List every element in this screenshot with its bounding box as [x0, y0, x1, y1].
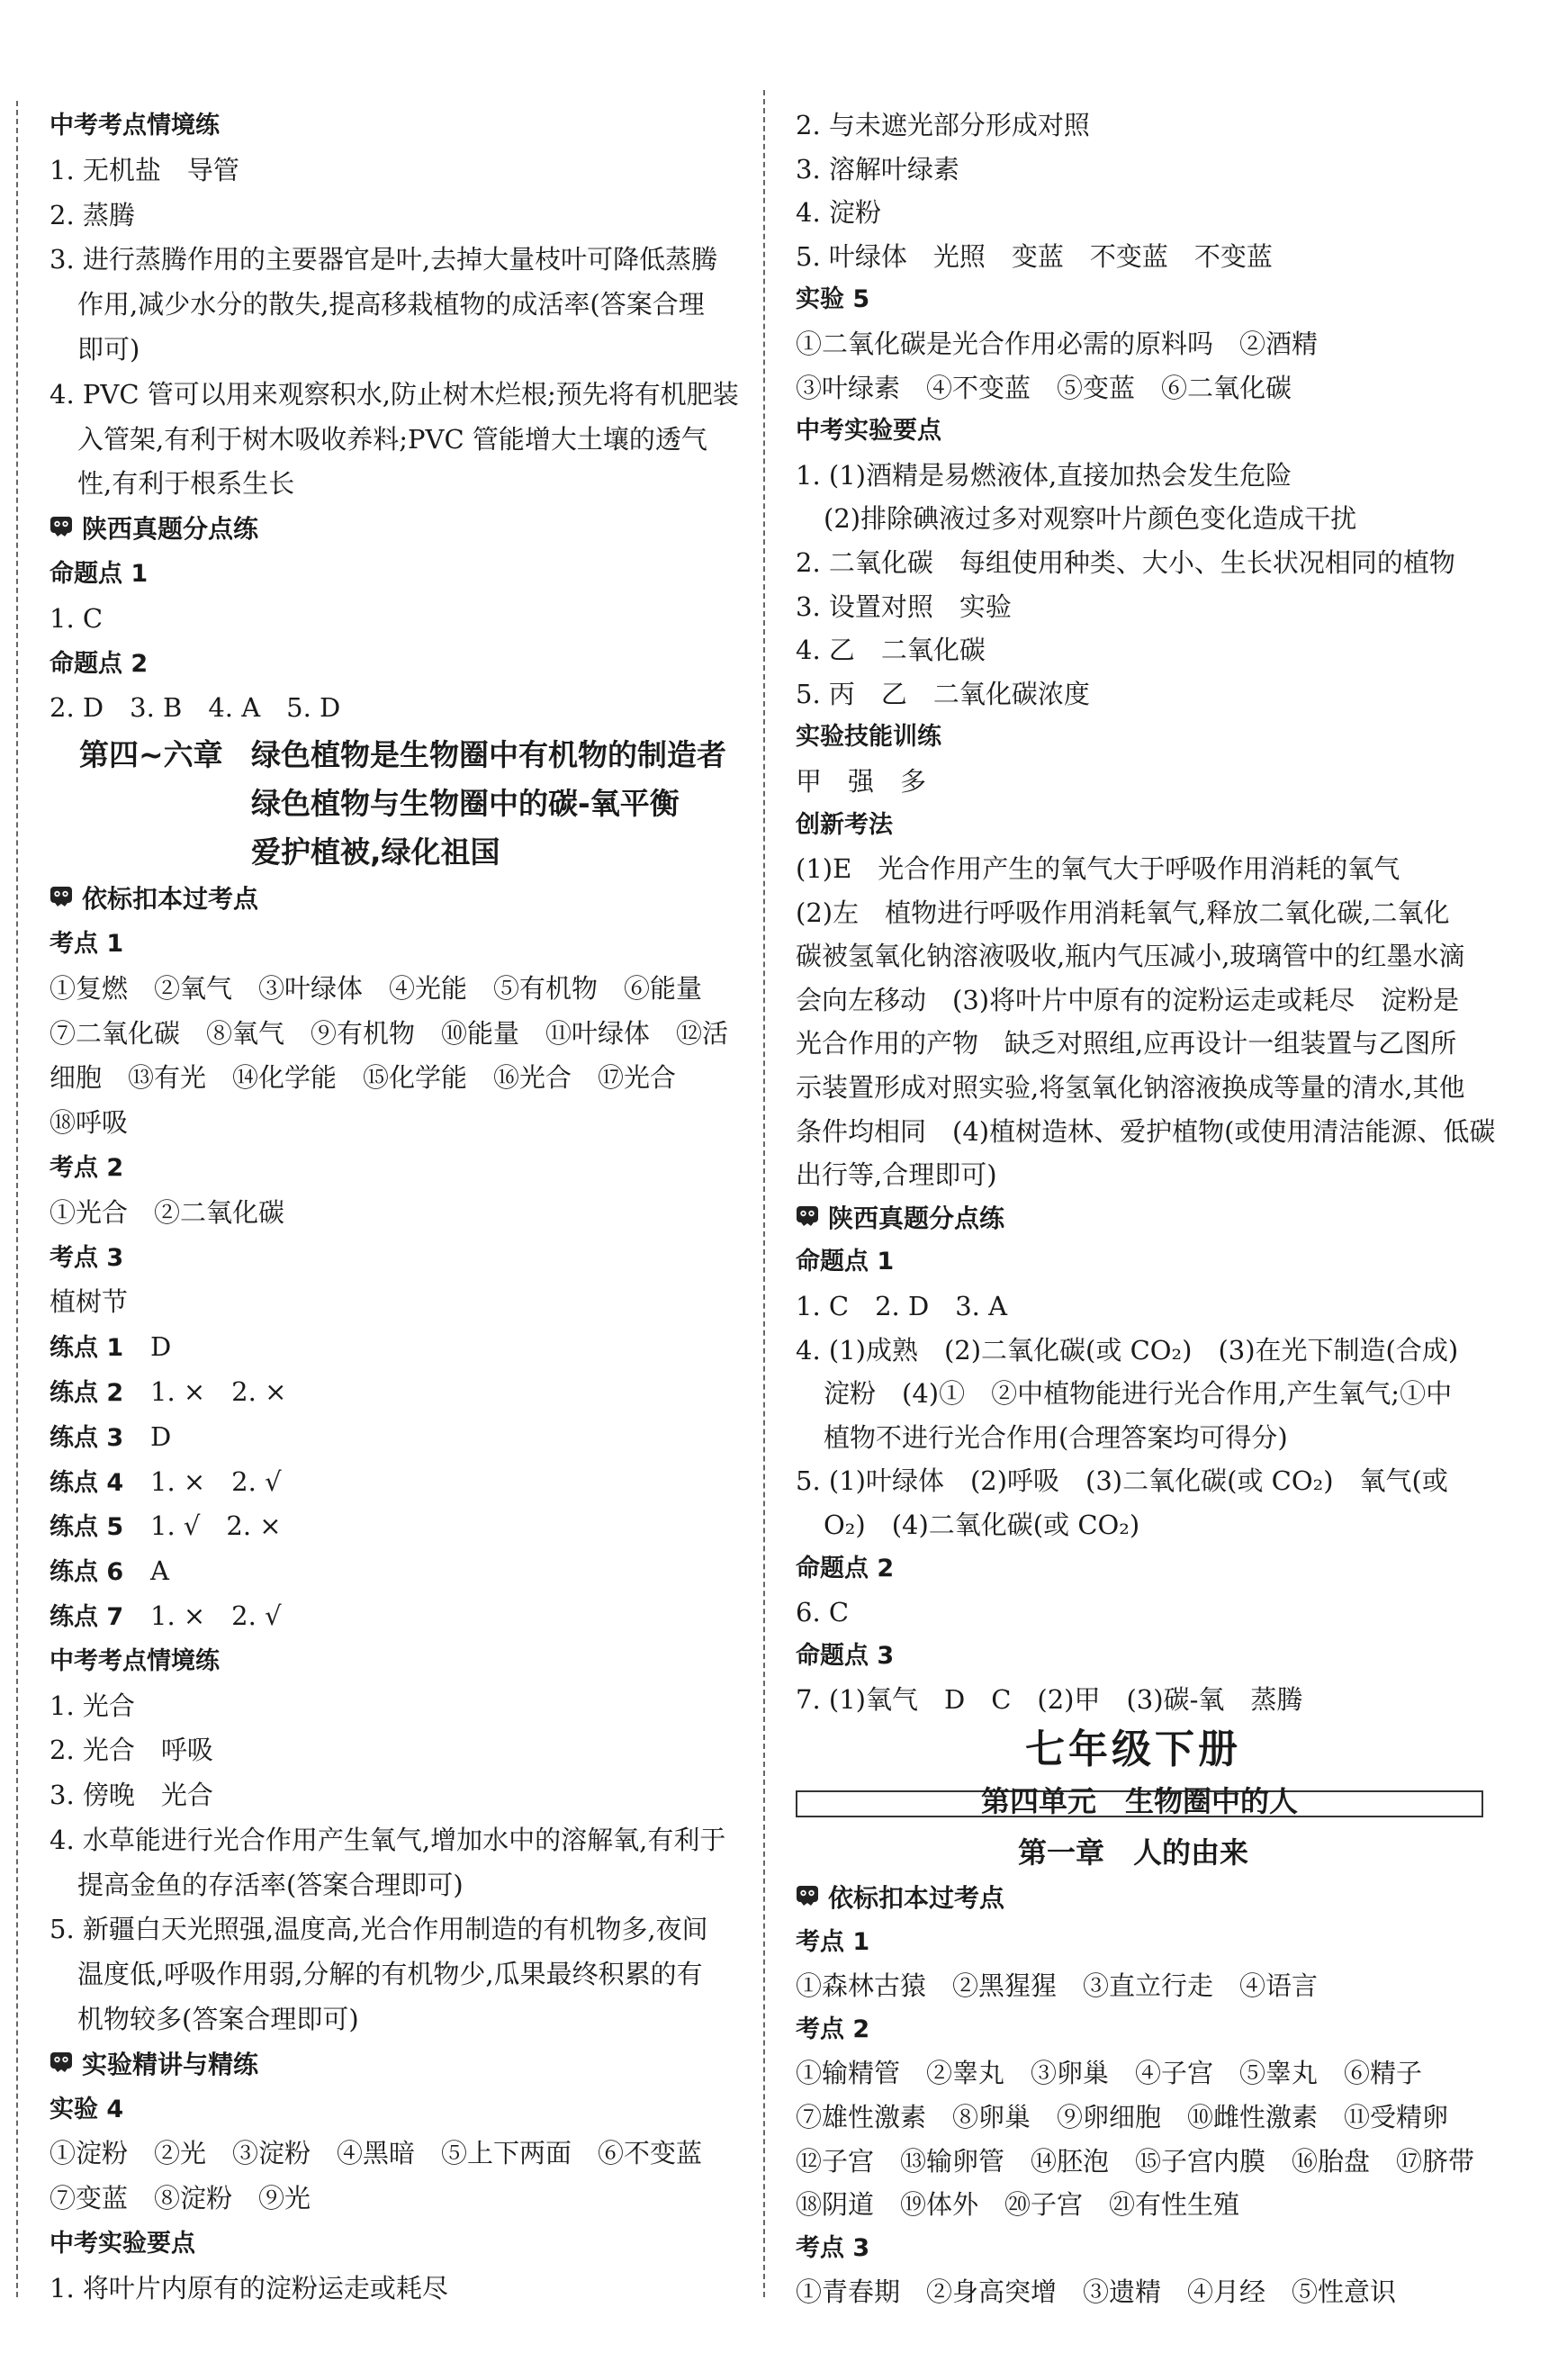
answer-line: 4. PVC 管可以用来观察积水,防止树木烂根;预先将有机肥装 — [50, 378, 739, 410]
answer-line: 5. 叶绿体 光照 变蓝 不变蓝 不变蓝 — [796, 240, 1273, 272]
practice-point-label: 练点 2 — [50, 1378, 124, 1407]
answer-line-continued: 性,有利于根系生长 — [77, 468, 295, 500]
practice-point-label: 练点 4 — [50, 1468, 124, 1497]
section-subheading: 中考实验要点 — [50, 2230, 195, 2258]
answer-line: ⑱呼吸 — [50, 1107, 129, 1139]
section-heading — [50, 2042, 761, 2087]
section-heading — [796, 1197, 1489, 1241]
section-heading — [796, 1877, 1489, 1921]
practice-point-label: 练点 1 — [50, 1334, 124, 1363]
practice-point-answer: A — [150, 1555, 169, 1587]
answer-line: 2. D 3. B 4. A 5. D — [50, 692, 341, 724]
answer-line: ①光合 ②二氧化碳 — [50, 1196, 285, 1228]
answer-line-continued: O₂) (4)二氧化碳(或 CO₂) — [824, 1510, 1140, 1540]
practice-point-row — [50, 1594, 761, 1639]
section-subheading: 命题点 3 — [796, 1641, 895, 1670]
section-subheading: 考点 1 — [796, 1927, 870, 1956]
answer-line: 2. 光合 呼吸 — [50, 1735, 213, 1766]
answer-line-continued: 即可) — [77, 333, 140, 365]
answer-line: ①输精管 ②睾丸 ③卵巢 ④子宫 ⑤睾丸 ⑥精子 — [796, 2058, 1423, 2089]
section-subheading: 考点 2 — [796, 2015, 870, 2043]
answer-line: ⑦雄性激素 ⑧卵巢 ⑨卵细胞 ⑩雌性激素 ⑪受精卵 — [796, 2101, 1449, 2132]
answer-line: 会向左移动 (3)将叶片中原有的淀粉运走或耗尽 淀粉是 — [796, 984, 1460, 1015]
section-subheading: 考点 2 — [50, 1153, 124, 1182]
answer-line: 植树节 — [50, 1286, 129, 1318]
answer-line-continued: 温度低,呼吸作用弱,分解的有机物少,瓜果最终积累的有 — [77, 1959, 703, 1990]
practice-point-label: 练点 3 — [50, 1423, 124, 1452]
practice-point-row — [50, 1415, 761, 1460]
owl-icon — [796, 1877, 819, 1921]
section-subheading: 命题点 1 — [796, 1248, 895, 1276]
section-subheading: 命题点 2 — [50, 649, 149, 678]
owl-icon — [50, 2042, 73, 2087]
section-subheading: 创新考法 — [796, 810, 893, 839]
answer-line: 条件均相同 (4)植树造林、爱护植物(或使用清洁能源、低碳 — [796, 1115, 1496, 1147]
section-subheading: 实验 5 — [796, 285, 870, 314]
answer-line: 细胞 ⑬有光 ⑭化学能 ⑮化学能 ⑯光合 ⑰光合 — [50, 1062, 677, 1094]
answer-line: 4. 乙 二氧化碳 — [796, 635, 986, 666]
answer-line: 4. 淀粉 — [796, 197, 881, 229]
section-subheading: 实验技能训练 — [796, 723, 941, 752]
answer-line: 1. 光合 — [50, 1690, 135, 1721]
answer-line: ①森林古猿 ②黑猩猩 ③直立行走 ④语言 — [796, 1970, 1319, 2002]
answer-line: 碳被氢氧化钠溶液吸收,瓶内气压减小,玻璃管中的红墨水滴 — [796, 941, 1465, 972]
answer-line-continued: (2)排除碘液过多对观察叶片颜色变化造成干扰 — [824, 503, 1357, 535]
answer-line: (1)E 光合作用产生的氧气大于呼吸作用消耗的氧气 — [796, 853, 1400, 885]
section-subheading: 中考考点情境练 — [50, 112, 220, 140]
section-subheading: 考点 1 — [50, 929, 124, 958]
answer-line: 2. 与未遮光部分形成对照 — [796, 110, 1090, 140]
answer-line-continued: 机物较多(答案合理即可) — [77, 2004, 359, 2035]
practice-point-row — [50, 1504, 761, 1549]
answer-line: 5. 新疆白天光照强,温度高,光合作用制造的有机物多,夜间 — [50, 1914, 708, 1945]
practice-point-answer: D — [150, 1420, 172, 1452]
answer-line: 示装置形成对照实验,将氢氧化钠溶液换成等量的清水,其他 — [796, 1072, 1465, 1104]
answer-line: 1. (1)酒精是易燃液体,直接加热会发生危险 — [796, 459, 1292, 491]
grade-volume-title: 七年级下册 — [1025, 1726, 1241, 1772]
practice-point-label: 练点 5 — [50, 1513, 124, 1542]
practice-point-answer: 1. × 2. × — [150, 1375, 287, 1407]
section-heading-label: 实验精讲与精练 — [82, 2049, 259, 2079]
answer-line: 光合作用的产物 缺乏对照组,应再设计一组装置与乙图所 — [796, 1028, 1457, 1059]
section-subheading: 考点 3 — [50, 1243, 124, 1272]
section-heading — [50, 507, 761, 552]
chapter-title: 爱护植被,绿化祖国 — [251, 834, 500, 870]
answer-line: ⑱阴道 ⑲体外 ⑳子宫 ㉑有性生殖 — [796, 2189, 1240, 2221]
owl-icon — [50, 877, 73, 922]
answer-line: 1. C 2. D 3. A — [796, 1291, 1008, 1322]
section-heading-label: 陕西真题分点练 — [828, 1203, 1005, 1233]
section-heading-label: 陕西真题分点练 — [82, 514, 259, 545]
answer-line: 甲 强 多 — [796, 765, 927, 797]
practice-point-row — [50, 1370, 761, 1415]
answer-line: ⑫子宫 ⑬输卵管 ⑭胚泡 ⑮子宫内膜 ⑯胎盘 ⑰脐带 — [796, 2145, 1475, 2177]
practice-point-answer: 1. × 2. √ — [150, 1465, 282, 1497]
answer-line: ⑦变蓝 ⑧淀粉 ⑨光 — [50, 2183, 311, 2214]
owl-icon — [50, 507, 73, 552]
column-divider — [763, 90, 765, 2297]
answer-line: 出行等,合理即可) — [796, 1159, 997, 1191]
answer-line: ⑦二氧化碳 ⑧氧气 ⑨有机物 ⑩能量 ⑪叶绿体 ⑫活 — [50, 1017, 729, 1049]
section-subheading: 考点 3 — [796, 2233, 870, 2262]
section-subheading: 中考实验要点 — [796, 417, 941, 446]
right-column — [796, 104, 1496, 2314]
answer-line: 1. 无机盐 导管 — [50, 154, 239, 185]
answer-line-continued: 提高金鱼的存活率(答案合理即可) — [77, 1869, 464, 1900]
practice-point-answer: D — [150, 1331, 172, 1363]
answer-line: (2)左 植物进行呼吸作用消耗氧气,释放二氧化碳,二氧化 — [796, 897, 1450, 928]
answer-line: ①复燃 ②氧气 ③叶绿体 ④光能 ⑤有机物 ⑥能量 — [50, 972, 703, 1004]
answer-line-continued: 作用,减少水分的散失,提高移栽植物的成活率(答案合理 — [77, 289, 705, 320]
answer-line: 3. 进行蒸腾作用的主要器官是叶,去掉大量枝叶可降低蒸腾 — [50, 244, 718, 275]
practice-point-label: 练点 6 — [50, 1558, 124, 1587]
section-subheading: 实验 4 — [50, 2095, 124, 2123]
answer-line: 6. C — [796, 1597, 850, 1628]
chapter-title: 绿色植物与生物圈中的碳-氧平衡 — [251, 786, 680, 822]
answer-line: 2. 二氧化碳 每组使用种类、大小、生长状况相同的植物 — [796, 546, 1455, 578]
unit-title: 第四单元 生物圈中的人 — [980, 1783, 1298, 1818]
answer-line: ③叶绿素 ④不变蓝 ⑤变蓝 ⑥二氧化碳 — [796, 372, 1292, 403]
practice-point-row — [50, 1549, 761, 1594]
answer-line-continued: 入管架,有利于树木吸收养料;PVC 管能增大土壤的透气 — [77, 423, 707, 455]
answer-line: 2. 蒸腾 — [50, 199, 135, 230]
section-heading-label: 依标扣本过考点 — [82, 884, 259, 915]
answer-line: 1. C — [50, 602, 104, 634]
chapter-number: 第四~六章 — [79, 737, 223, 773]
section-subheading: 命题点 1 — [50, 559, 149, 588]
answer-line: ①二氧化碳是光合作用必需的原料吗 ②酒精 — [796, 328, 1319, 359]
practice-point-answer: 1. √ 2. × — [150, 1510, 282, 1542]
chapter-titles — [251, 731, 726, 877]
practice-point-row — [50, 1325, 761, 1370]
answer-line: 1. 将叶片内原有的淀粉运走或耗尽 — [50, 2272, 448, 2303]
answer-line: ①青春期 ②身高突增 ③遗精 ④月经 ⑤性意识 — [796, 2276, 1397, 2308]
section-subheading: 命题点 2 — [796, 1554, 895, 1582]
answer-line: 5. 丙 乙 二氧化碳浓度 — [796, 678, 1090, 709]
chapter-title-centered: 第一章 人的由来 — [1017, 1835, 1248, 1870]
unit-banner — [796, 1778, 1489, 1828]
chapter-title: 绿色植物是生物圈中有机物的制造者 — [251, 737, 726, 773]
answer-line: 3. 设置对照 实验 — [796, 590, 1012, 622]
answer-line-continued: 淀粉 (4)① ②中植物能进行光合作用,产生氧气;①中 — [824, 1378, 1453, 1410]
practice-point-label: 练点 7 — [50, 1602, 124, 1631]
section-heading — [50, 877, 761, 922]
answer-line: 4. (1)成熟 (2)二氧化碳(或 CO₂) (3)在光下制造(合成) — [796, 1334, 1459, 1366]
answer-line: 3. 溶解叶绿素 — [796, 153, 959, 185]
answer-line: 4. 水草能进行光合作用产生氧气,增加水中的溶解氧,有利于 — [50, 1824, 726, 1855]
practice-point-answer: 1. × 2. √ — [150, 1600, 282, 1631]
section-heading-label: 依标扣本过考点 — [828, 1882, 1005, 1913]
answer-line-continued: 植物不进行光合作用(合理答案均可得分) — [824, 1421, 1288, 1453]
left-dashed-border — [16, 101, 18, 2297]
answer-line: 7. (1)氧气 D C (2)甲 (3)碳-氧 蒸腾 — [796, 1684, 1303, 1716]
owl-icon — [796, 1197, 819, 1241]
answer-line: 3. 傍晚 光合 — [50, 1780, 213, 1811]
left-column — [50, 104, 761, 2312]
section-subheading: 中考考点情境练 — [50, 1646, 220, 1675]
answer-line: 5. (1)叶绿体 (2)呼吸 (3)二氧化碳(或 CO₂) 氧气(或 — [796, 1465, 1448, 1497]
answer-line: ①淀粉 ②光 ③淀粉 ④黑暗 ⑤上下两面 ⑥不变蓝 — [50, 2138, 703, 2169]
practice-point-row — [50, 1460, 761, 1505]
chapter-heading — [50, 731, 761, 877]
